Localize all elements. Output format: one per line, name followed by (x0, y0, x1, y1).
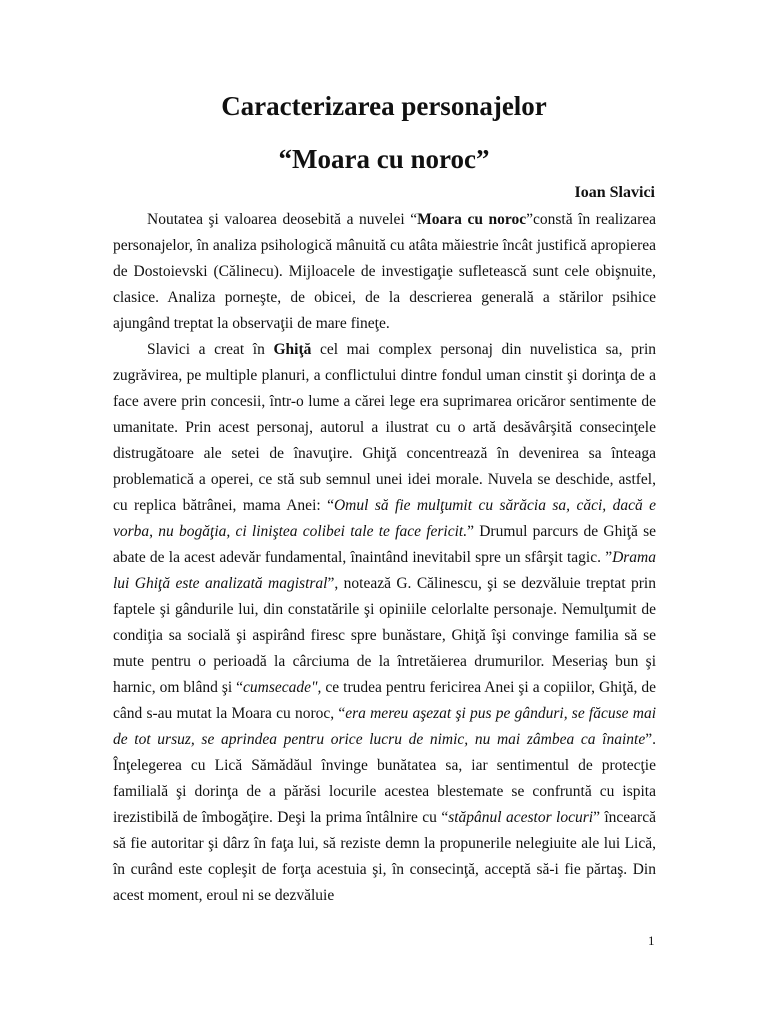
text-run: ”, notează G. Călinescu, şi se dezvăluie treptat prin faptele şi gândurile lui, din constatările şi opiniile celorlalte personaje. Nemulţumit de condiţia sa socială şi aspirând firesc spre bunăstare, Ghiţă îşi convinge familia să se mute pentru o perioadă la cârciuma de la întretăierea drumurilor. Meseriaş bun şi harnic, om blând şi “ (113, 575, 656, 696)
quote-italic: era mereu aşezat şi pus pe gânduri, se făcuse mai de tot ursuz, se aprindea pentru orice lucru de nimic, nu mai zâmbea ca înainte (113, 705, 656, 748)
text-run: ”constă în realizarea personajelor, în analiza psihologică mânuită cu atâta măiestrie încât justifică apropierea de Dostoievski (Călinecu). Mijloacele de investigaţie sufletească sunt cele obişnuite, clasice. Analiza porneşte, de obicei, de la descrierea generală a stărilor psihice ajungând treptat la observaţii de mare fineţe. (113, 211, 656, 332)
quote-italic: Drama lui Ghiţă este analizată magistral (113, 549, 656, 592)
text-run: ce trudea pentru fericirea Anei şi a copiilor, Ghiţă, de când s-au mutat la Moara cu noroc, “ (113, 679, 656, 722)
document-subtitle: “Moara cu noroc” (278, 144, 490, 174)
paragraph-2 (113, 337, 656, 909)
document-title: Caracterizarea personajelor (221, 91, 547, 121)
text-run: ”. Înţelegerea cu Lică Sămădăul învinge bunătatea sa, iar sentimentul de protecţie familială şi dorinţa de a părăsi locurile acestea blestemate se confruntă cu ispita irezistibilă de îmbogăţire. Deşi la prima întâlnire cu “ (113, 731, 656, 826)
quote-italic: Omul să fie mulţumit cu sărăcia sa, căci, dacă e vorba, nu bogăţia, ci liniştea colibei tale te face fericit. (113, 497, 656, 540)
paragraph-1 (113, 207, 656, 337)
text-run: ” încearcă să fie autoritar şi dârz în faţa lui, să reziste demn la propunerile nelegiuite ale lui Lică, în curând este copleşit de forţa acestuia şi, în consecinţă, acceptă să-i fie părtaş. Din acest moment, eroul ni se dezvăluie (113, 809, 656, 904)
text-run: ” Drumul parcurs de Ghiţă se abate de la acest adevăr fundamental, înaintând inevitabil spre un sfârşit tagic. ” (113, 523, 656, 566)
author-name: Ioan Slavici (574, 184, 655, 201)
document-body (113, 207, 656, 909)
text-run: cel mai complex personaj din nuvelistica sa, prin zugrăvirea, pe multiple planuri, a conflictului dintre fondul uman cinstit şi dorinţa de a face avere prin concesii, într-o lume a cărei lege era suprimarea oricăror sentimente de umanitate. Prin acest personaj, autorul a ilustrat cu o artă desăvârşită consecinţele distrugătoare ale setei de înavuţire. Ghiţă concentrează în devenirea sa înteaga problematică a operei, ce stă sub semnul unei idei morale. Nuvela se deschide, astfel, cu replica bătrânei, mama Anei: “ (113, 341, 657, 514)
quote-italic: stăpânul acestor locuri (448, 809, 594, 826)
text-run: Noutatea şi valoarea deosebită a nuvelei “ (147, 211, 418, 228)
text-run: Slavici a creat în (147, 341, 274, 358)
character-name-bold: Ghiţă (273, 341, 312, 358)
work-title-bold: Moara cu noroc (417, 211, 527, 228)
page-number: 1 (648, 933, 655, 948)
quote-italic: cumsecade", (243, 679, 322, 696)
